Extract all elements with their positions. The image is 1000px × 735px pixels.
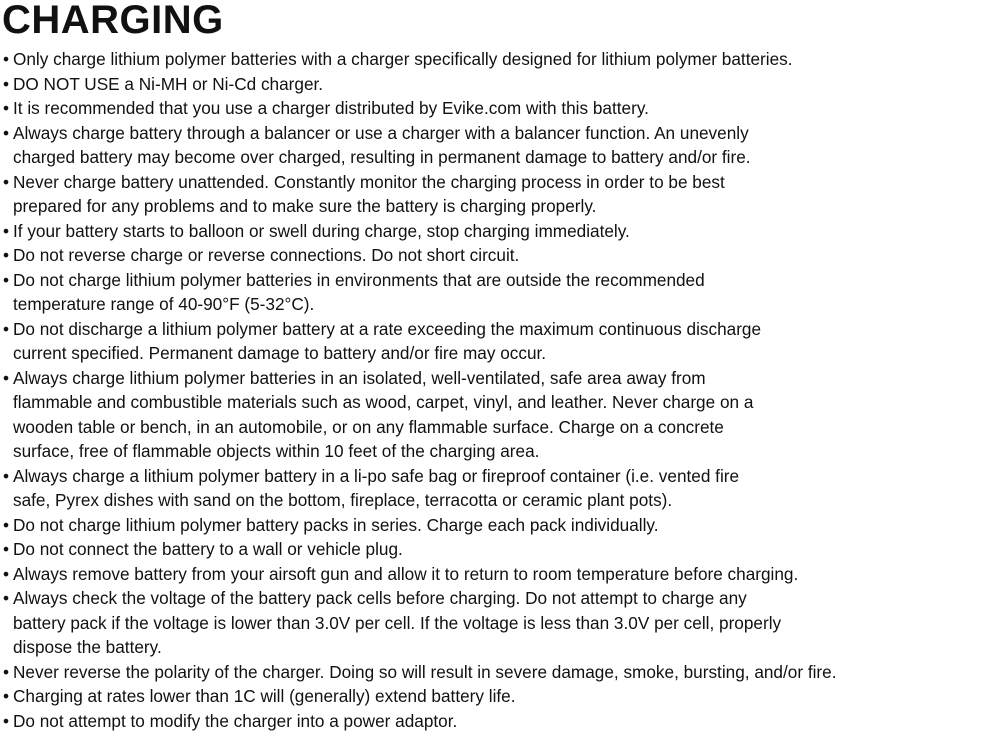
charging-rules-list: [0, 47, 1000, 733]
list-item-line: safe, Pyrex dishes with sand on the bottom, fireplace, terracotta or ceramic plant pots).: [13, 490, 673, 510]
bullet-icon: •: [3, 49, 10, 69]
bullet-icon: •: [3, 171, 10, 192]
bullet-icon: •: [3, 122, 10, 143]
bullet-icon: •: [3, 245, 10, 265]
list-item-line: dispose the battery.: [13, 637, 162, 657]
bullet-icon: •: [3, 318, 10, 339]
list-item: [0, 660, 1000, 685]
list-item-line: prepared for any problems and to make sure the battery is charging properly.: [13, 196, 597, 216]
list-item: [0, 464, 1000, 513]
list-item-line: wooden table or bench, in an automobile, or on any flammable surface. Charge on a concrete: [13, 416, 724, 437]
list-item-line: Do not charge lithium polymer batteries in environments that are outside the recommended: [13, 269, 705, 290]
bullet-icon: •: [3, 220, 10, 241]
list-item-line: Do not connect the battery to a wall or vehicle plug.: [13, 539, 403, 559]
list-item: [0, 170, 1000, 219]
list-item-line: Only charge lithium polymer batteries with a charger specifically designed for lithium polymer batteries.: [13, 49, 793, 69]
page-title: CHARGING: [2, 0, 224, 42]
list-item-line: current specified. Permanent damage to battery and/or fire may occur.: [13, 343, 547, 363]
list-item-line: Do not reverse charge or reverse connections. Do not short circuit.: [13, 245, 520, 265]
list-item: [0, 47, 1000, 72]
list-item-line: DO NOT USE a Ni-MH or Ni-Cd charger.: [13, 73, 324, 94]
list-item: [0, 268, 1000, 317]
bullet-icon: •: [3, 73, 10, 94]
list-item: [0, 537, 1000, 562]
bullet-icon: •: [3, 269, 10, 290]
list-item: [0, 219, 1000, 244]
bullet-icon: •: [3, 686, 10, 706]
bullet-icon: •: [3, 465, 10, 486]
list-item: [0, 709, 1000, 734]
list-item: [0, 243, 1000, 268]
bullet-icon: •: [3, 367, 10, 388]
list-item: [0, 562, 1000, 587]
bullet-icon: •: [3, 710, 10, 731]
bullet-icon: •: [3, 661, 10, 682]
list-item: [0, 366, 1000, 464]
list-item-line: Charging at rates lower than 1C will (generally) extend battery life.: [13, 686, 516, 706]
bullet-icon: •: [3, 563, 10, 584]
list-item: [0, 684, 1000, 709]
list-item-line: charged battery may become over charged, resulting in permanent damage to battery and/or fire.: [13, 147, 751, 167]
bullet-icon: •: [3, 588, 10, 608]
list-item-line: Always check the voltage of the battery pack cells before charging. Do not attempt to charge any: [13, 588, 747, 608]
list-item-line: Do not charge lithium polymer battery packs in series. Charge each pack individually.: [13, 514, 659, 535]
list-item-line: Do not attempt to modify the charger into a power adaptor.: [13, 710, 458, 731]
bullet-icon: •: [3, 514, 10, 535]
list-item-line: Never reverse the polarity of the charger. Doing so will result in severe damage, smoke, bursting, and/or fire.: [13, 661, 837, 682]
list-item: [0, 72, 1000, 97]
list-item-line: temperature range of 40-90°F (5-32°C).: [13, 294, 315, 314]
list-item: [0, 121, 1000, 170]
bullet-icon: •: [3, 98, 10, 118]
list-item: [0, 586, 1000, 660]
list-item-line: flammable and combustible materials such as wood, carpet, vinyl, and leather. Never charge on a: [13, 392, 754, 412]
list-item-line: Never charge battery unattended. Constantly monitor the charging process in order to be best: [13, 171, 725, 192]
list-item-line: surface, free of flammable objects within 10 feet of the charging area.: [13, 441, 540, 461]
list-item: [0, 317, 1000, 366]
list-item-line: Always charge lithium polymer batteries in an isolated, well-ventilated, safe area away from: [13, 367, 706, 388]
list-item-line: If your battery starts to balloon or swell during charge, stop charging immediately.: [13, 220, 630, 241]
list-item: [0, 96, 1000, 121]
list-item-line: It is recommended that you use a charger distributed by Evike.com with this battery.: [13, 98, 649, 118]
list-item-line: Do not discharge a lithium polymer battery at a rate exceeding the maximum continuous discharge: [13, 318, 762, 339]
list-item: [0, 513, 1000, 538]
bullet-icon: •: [3, 539, 10, 559]
list-item-line: Always charge battery through a balancer or use a charger with a balancer function. An unevenly: [13, 122, 749, 143]
list-item-line: Always remove battery from your airsoft gun and allow it to return to room temperature before charging.: [13, 563, 799, 584]
list-item-line: battery pack if the voltage is lower than 3.0V per cell. If the voltage is less than 3.0V per cell, properly: [13, 612, 782, 633]
list-item-line: Always charge a lithium polymer battery in a li-po safe bag or fireproof container (i.e. vented fire: [13, 465, 740, 486]
